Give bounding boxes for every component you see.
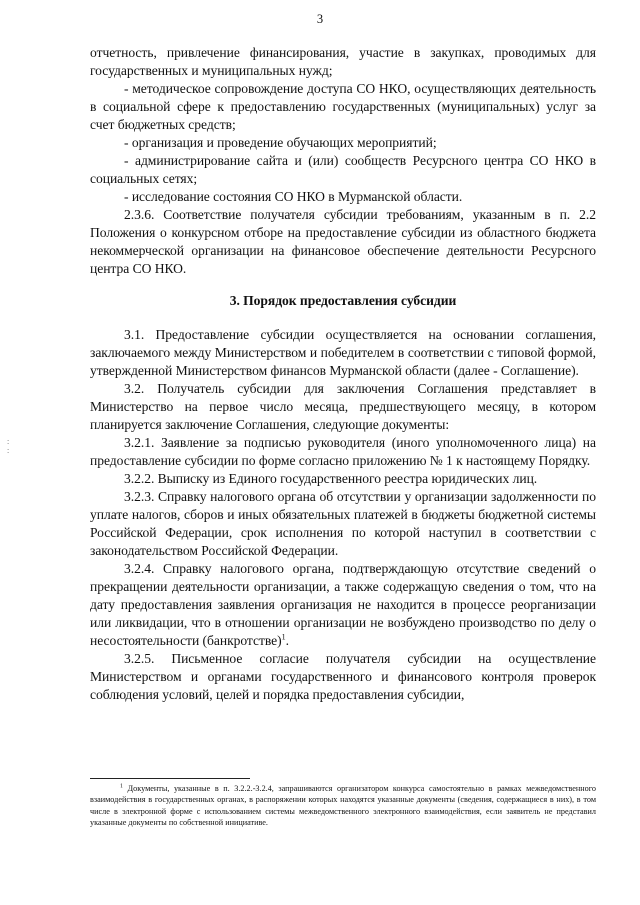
paragraph: 3.2.5. Письменное согласие получателя субсидии на осуществление Министерством и органами государственного и финансового контроля проверок соблюдения условий, целей и порядка предоставления субсидии, [90, 651, 596, 702]
paragraph [90, 560, 596, 650]
paragraph: - методическое сопровождение доступа СО НКО, осуществляющих деятельность в социальной сфере к предоставлению государственных (муниципальных) услуг за счет бюджетных средств; [90, 81, 596, 132]
paragraph-tail: . [285, 633, 289, 648]
page-number: 3 [316, 12, 324, 26]
footnote-divider [90, 778, 250, 779]
paragraph: 3.2.3. Справку налогового органа об отсутствии у организации задолженности по уплате налогов, сборов и иных обязательных платежей в бюджеты бюджетной системы Российской Федерации, срок исполнения по которой наступил в соответствии с законодательством Российской Федерации. [90, 489, 596, 558]
paragraph: - администрирование сайта и (или) сообществ Ресурсного центра СО НКО в социальных сетях; [90, 153, 596, 186]
margin-mark: : : [7, 437, 10, 455]
document-body [90, 44, 596, 704]
footnote-text: Документы, указанные в п. 3.2.2.-3.2.4, запрашиваются организатором конкурса самостоятельно в рамках межведомственного взаимодействия в государственных органах, в распоряжении которых находятся указанные документы (сведения, содержащиеся в них), в том числе в электронной форме с использованием системы межведомственного электронного взаимодействия, если заявитель не представил указанные документы по собственной инициативе. [90, 784, 596, 828]
paragraph: - исследование состояния СО НКО в Мурманской области. [124, 189, 463, 204]
footnote-mark: 1 [120, 783, 123, 790]
paragraph: 3.2. Получатель субсидии для заключения Соглашения представляет в Министерство на первое число месяца, предшествующего месяцу, в котором планируется заключение Соглашения, следующие документы: [90, 381, 596, 432]
footnote-ref[interactable]: 1 [281, 632, 286, 642]
footnote [90, 783, 596, 829]
paragraph: 2.3.6. Соответствие получателя субсидии требованиям, указанным в п. 2.2 Положения о конкурсном отборе на предоставление субсидии из областного бюджета некоммерческой организации на финансовое обеспечение деятельности Ресурсного центра СО НКО. [90, 207, 596, 276]
paragraph: отчетность, привлечение финансирования, участие в закупках, проводимых для государственных и муниципальных нужд; [90, 45, 596, 78]
paragraph-text: 3.2.4. Справку налогового органа, подтверждающую отсутствие сведений о прекращении деятельности организации, а также содержащую сведения о том, что на дату предоставления заявления организация не находится в процессе реорганизации или ликвидации, что в отношении организации не возбуждено производство по делу о несостоятельности (банкротстве) [90, 561, 596, 648]
section-heading: 3. Порядок предоставления субсидии [229, 293, 457, 308]
paragraph: 3.2.2. Выписку из Единого государственного реестра юридических лиц. [124, 471, 538, 486]
paragraph: 3.1. Предоставление субсидии осуществляется на основании соглашения, заключаемого между Министерством и победителем в соответствии с типовой формой, утвержденной Министерством финансов Мурманской области (далее - Соглашение). [90, 327, 596, 378]
paragraph: - организация и проведение обучающих мероприятий; [124, 135, 437, 150]
paragraph: 3.2.1. Заявление за подписью руководителя (иного уполномоченного лица) на предоставление субсидии по форме согласно приложению № 1 к настоящему Порядку. [90, 435, 596, 468]
